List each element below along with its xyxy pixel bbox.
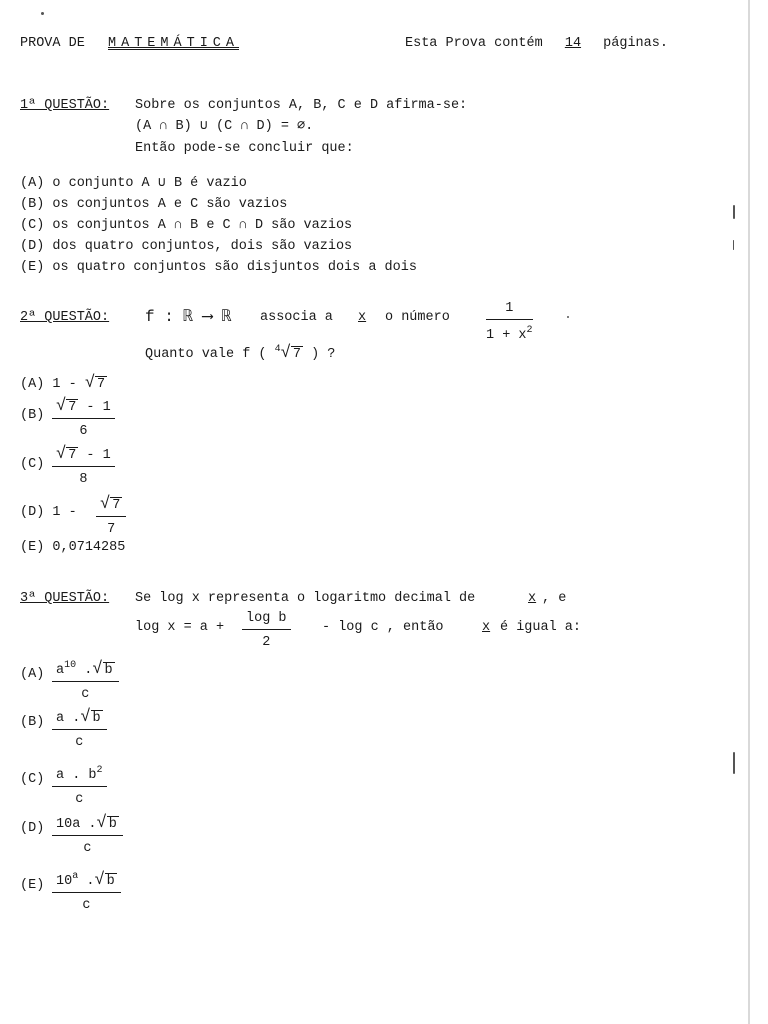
q2-question-pre: Quanto vale f ( [145, 347, 267, 362]
scan-speck [733, 205, 735, 219]
q2-frac-den: $1 + x^2$ [486, 324, 533, 343]
q2-frac-num: 1 [486, 302, 533, 320]
header-subject: MATEMÁTICA [108, 36, 240, 51]
q2-question-post: ) ? [311, 347, 336, 362]
header-pages-text: Esta Prova contém [405, 36, 543, 51]
q1-line2: (A ∩ B) ∪ (C ∩ D) = ∅. [135, 119, 314, 134]
q2-question [145, 345, 335, 362]
q3-option-c-frac: $\frac{a . b^2}{c}$ [52, 766, 107, 806]
q3-line1-end: , e [542, 591, 567, 606]
q1-option-e: (E) os quatro conjuntos são disjuntos dois a dois [20, 260, 417, 275]
q2-function: f : ℝ ⟶ ℝ [145, 308, 232, 326]
q2-title: 2ª QUESTÃO: [20, 310, 110, 325]
q2-fraction [486, 302, 533, 342]
q1-title: 1ª QUESTÃO: [20, 98, 110, 113]
q3-eq-x: x [482, 620, 491, 635]
header-pages-suffix: páginas. [603, 36, 668, 51]
q3-option-a-frac: $\frac{a^{10} .√ b}{c}$ [52, 661, 119, 702]
q2-option-b-frac: $\frac{√ 7 - 1}{6}$ [52, 398, 115, 439]
header-pages [405, 37, 668, 51]
q3-eq-post: - log c , então [322, 620, 444, 635]
q3-option-c-label: (C) [20, 772, 45, 787]
header-prefix: PROVA DE [20, 36, 85, 51]
q3-title: 3ª QUESTÃO: [20, 591, 110, 606]
q1-option-a: (A) o conjunto A ∪ B é vazio [20, 176, 247, 191]
q3-eq-end: é igual a: [500, 620, 582, 635]
q2-option-a: (A) 1 - √ 7 [20, 374, 106, 393]
q2-stmt-x: x [358, 310, 367, 325]
q3-option-e-label: (E) [20, 878, 45, 893]
q2-stmt-end: o número [385, 310, 450, 325]
header-pages-count: 14 [564, 36, 582, 51]
q3-option-e-frac: $\frac{10^a .√ b}{c}$ [52, 872, 121, 913]
scan-speck [733, 240, 734, 250]
q1-option-b: (B) os conjuntos A e C são vazios [20, 197, 288, 212]
scan-speck [41, 12, 44, 15]
q3-line1-x: x [528, 591, 537, 606]
q2-option-d-frac: $\frac{√ 7}{7}$ [96, 496, 126, 537]
q1-option-d: (D) dos quatro conjuntos, dois são vazios [20, 239, 353, 254]
q2-option-b-label: (B) [20, 408, 45, 423]
scan-speck [567, 316, 569, 318]
q2-nth-root: $^4$√ 7 [274, 344, 301, 363]
scan-edge [748, 0, 750, 1024]
q3-option-a-label: (A) [20, 667, 45, 682]
q3-option-d-label: (D) [20, 821, 45, 836]
q2-option-c-frac: $\frac{√ 7 - 1}{8}$ [52, 446, 115, 487]
q2-stmt-mid: associa a [260, 310, 333, 325]
q3-line1: Se log x representa o logaritmo decimal de [135, 591, 476, 606]
scan-speck [733, 752, 735, 774]
q1-line3: Então pode-se concluir que: [135, 141, 354, 156]
q2-option-e: (E) 0,0714285 [20, 540, 126, 555]
q3-option-b-frac: $\frac{a .√ b}{c}$ [52, 709, 107, 750]
q3-eq-frac: $\frac{\text{log b}}{2}$ [242, 612, 291, 649]
q1-line1: Sobre os conjuntos A, B, C e D afirma-se: [135, 98, 468, 113]
q2-option-d-label: (D) 1 - [20, 505, 77, 520]
q3-option-d-frac: $\frac{10a .√ b}{c}$ [52, 815, 123, 856]
sqrt-symbol: √ 7 [84, 374, 106, 393]
q3-option-b-label: (B) [20, 715, 45, 730]
q1-option-c: (C) os conjuntos A ∩ B e C ∩ D são vazios [20, 218, 353, 233]
q3-eq-pre: log x = a + [135, 620, 225, 635]
q2-option-c-label: (C) [20, 457, 45, 472]
